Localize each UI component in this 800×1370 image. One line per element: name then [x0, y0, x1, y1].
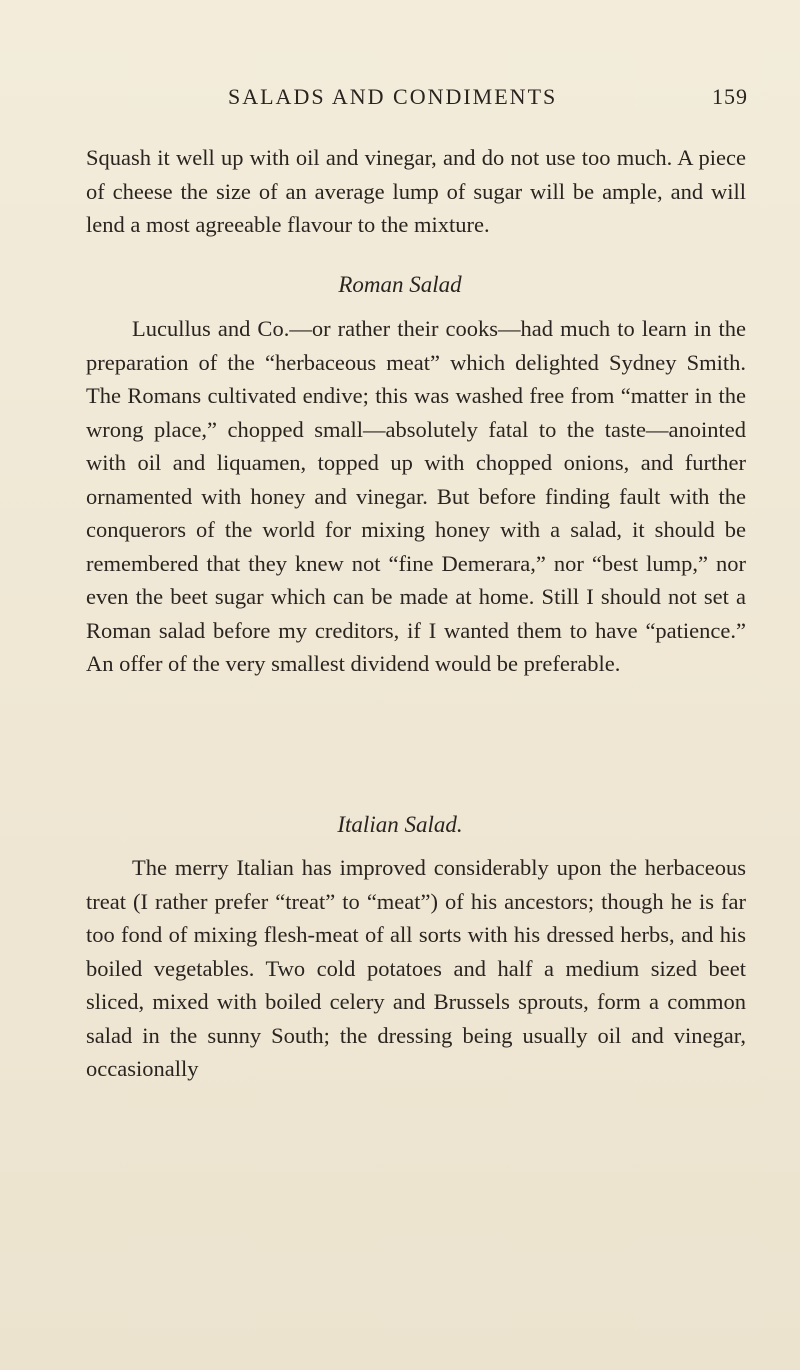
running-head: [228, 84, 748, 118]
heading-roman-salad: Roman Salad: [338, 272, 462, 297]
paragraph-opening-block: [86, 141, 746, 242]
page-number: 159: [712, 84, 748, 109]
paragraph-opening: Squash it well up with oil and vinegar, and do not use too much. A piece of cheese the size of an average lump of sugar will be ample, and will lend a most agreeable flavour to the mixture.: [86, 145, 746, 237]
paragraph-roman-block: [86, 312, 746, 681]
paragraph-italian-block: [86, 851, 746, 1086]
running-title: SALADS AND CONDIMENTS: [228, 84, 558, 109]
paragraph-roman: Lucullus and Co.—or rather their cooks—had much to learn in the preparation of the “herbaceous meat” which delighted Sydney Smith. The Romans cultivated endive; this was washed free from “matter in the wrong place,” chopped small—absolutely fatal to the taste—anointed with oil and liquamen, topped up with chopped onions, and further ornamented with honey and vinegar. But before finding fault with the conquerors of the world for mixing honey with a salad, it should be remembered that they knew not “fine Demerara,” nor “best lump,” nor even the beet sugar which can be made at home. Still I should not set a Roman salad before my creditors, if I wanted them to have “patience.” An offer of the very smallest dividend would be preferable.: [86, 316, 746, 676]
paragraph-italian: The merry Italian has improved considerably upon the herbaceous treat (I rather prefer “treat” to “meat”) of his ancestors; though he is far too fond of mixing flesh-meat of all sorts with his dressed herbs, and his boiled vegetables. Two cold potatoes and half a medium sized beet sliced, mixed with boiled celery and Brussels sprouts, form a common salad in the sunny South; the dressing being usually oil and vinegar, occasionally: [86, 855, 746, 1081]
heading-italian-salad: Italian Salad.: [337, 812, 463, 837]
